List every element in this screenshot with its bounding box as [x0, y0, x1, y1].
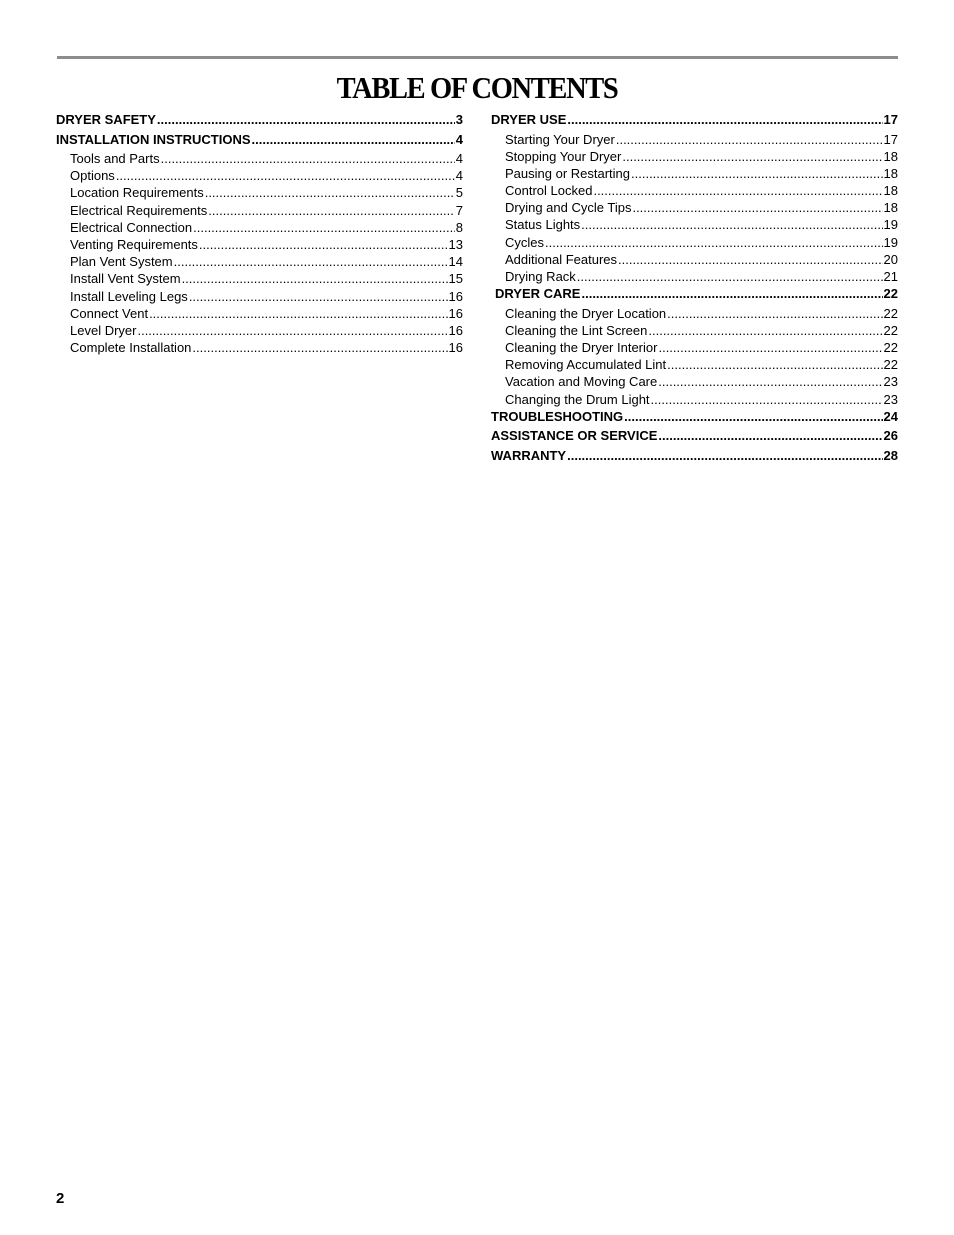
toc-entry-page-number: 22: [883, 305, 898, 321]
page-title: TABLE OF CONTENTS: [336, 70, 618, 105]
toc-entry-page-number: 16: [448, 340, 463, 356]
toc-entry-page-number: 18: [883, 165, 898, 181]
toc-dot-leader: [161, 150, 455, 167]
toc-entry-label: Cleaning the Dryer Location: [505, 305, 667, 321]
toc-entry-page-number: 24: [883, 408, 898, 424]
toc-dot-leader: [581, 216, 882, 233]
toc-entry-label: WARRANTY: [491, 447, 567, 463]
toc-dot-leader: [545, 234, 883, 251]
toc-entry-label: DRYER SAFETY: [56, 112, 156, 127]
toc-dot-leader: [631, 165, 883, 182]
toc-subsection-entry[interactable]: [56, 219, 463, 236]
toc-subsection-entry[interactable]: [491, 339, 898, 356]
page-number: 2: [56, 1190, 65, 1207]
toc-entry-page-number: 18: [883, 183, 898, 199]
toc-dot-leader: [208, 202, 454, 219]
toc-entry-label: Stopping Your Dryer: [505, 148, 622, 164]
toc-entry-label: Complete Installation: [70, 340, 192, 356]
toc-section-entry[interactable]: [56, 111, 463, 131]
toc-entry-page-number: 19: [883, 217, 898, 233]
toc-left-column: [56, 111, 463, 356]
toc-entry-page-number: 15: [448, 271, 463, 287]
toc-dot-leader: [667, 305, 882, 322]
toc-subsection-entry[interactable]: [491, 234, 898, 251]
toc-entry-label: Install Leveling Legs: [70, 288, 188, 304]
toc-dot-leader: [577, 268, 883, 285]
toc-entry-page-number: 21: [883, 269, 898, 284]
toc-entry-label: Control Locked: [505, 183, 593, 199]
toc-subsection-entry[interactable]: [56, 305, 463, 322]
toc-subsection-entry[interactable]: [56, 322, 463, 339]
toc-dot-leader: [658, 427, 882, 444]
toc-entry-label: Location Requirements: [70, 185, 204, 201]
toc-entry-page-number: 22: [883, 357, 898, 373]
toc-entry-page-number: 16: [448, 305, 463, 321]
toc-entry-page-number: 16: [448, 288, 463, 304]
toc-entry-page-number: 18: [883, 200, 898, 216]
toc-dot-leader: [205, 184, 455, 201]
toc-entry-label: Tools and Parts: [70, 151, 160, 166]
toc-subsection-entry[interactable]: [56, 339, 463, 356]
toc-subsection-entry[interactable]: [56, 150, 463, 167]
toc-subsection-entry[interactable]: [56, 202, 463, 219]
toc-dot-leader: [116, 167, 455, 184]
toc-entry-label: Pausing or Restarting: [505, 165, 631, 181]
toc-entry-page-number: 22: [883, 340, 898, 356]
toc-section-entry[interactable]: [491, 427, 898, 447]
toc-entry-page-number: 4: [455, 151, 463, 166]
toc-subsection-entry[interactable]: [491, 356, 898, 373]
toc-entry-label: Cleaning the Lint Screen: [505, 322, 648, 338]
toc-dot-leader: [189, 288, 448, 305]
toc-subsection-entry[interactable]: [491, 165, 898, 182]
toc-entry-label: DRYER CARE: [495, 286, 581, 302]
toc-dot-leader: [157, 111, 455, 128]
toc-entry-page-number: 23: [883, 374, 898, 390]
toc-subsection-entry[interactable]: [491, 216, 898, 233]
toc-subsection-entry[interactable]: [56, 236, 463, 253]
toc-entry-page-number: 22: [883, 286, 898, 302]
toc-dot-leader: [174, 253, 448, 270]
toc-entry-label: Install Vent System: [70, 271, 181, 287]
toc-entry-page-number: 18: [883, 148, 898, 164]
toc-dot-leader: [192, 339, 447, 356]
toc-subsection-entry[interactable]: [56, 270, 463, 287]
toc-dot-leader: [593, 182, 882, 199]
toc-dot-leader: [618, 251, 883, 268]
toc-entry-label: Options: [70, 168, 115, 184]
toc-subsection-entry[interactable]: [56, 288, 463, 305]
toc-entry-page-number: 22: [883, 322, 898, 338]
toc-entry-page-number: 20: [883, 251, 898, 267]
toc-entry-page-number: 26: [883, 428, 898, 444]
toc-dot-leader: [616, 131, 883, 148]
toc-entry-label: ASSISTANCE OR SERVICE: [491, 428, 658, 444]
toc-entry-page-number: 4: [455, 168, 463, 184]
toc-subsection-entry[interactable]: [491, 199, 898, 216]
toc-entry-page-number: 16: [448, 322, 463, 338]
toc-entry-label: Additional Features: [505, 251, 618, 267]
toc-entry-label: Venting Requirements: [70, 236, 198, 252]
toc-dot-leader: [622, 148, 882, 165]
toc-dot-leader: [252, 131, 455, 148]
toc-entry-label: Electrical Requirements: [70, 202, 208, 218]
toc-dot-leader: [199, 236, 448, 253]
toc-subsection-entry[interactable]: [491, 391, 898, 408]
toc-entry-label: TROUBLESHOOTING: [491, 408, 624, 424]
toc-dot-leader: [193, 219, 455, 236]
toc-entry-label: Status Lights: [505, 217, 581, 233]
toc-subsection-entry[interactable]: [491, 131, 898, 148]
toc-entry-page-number: 23: [883, 391, 898, 407]
toc-entry-label: Cycles: [505, 234, 545, 250]
toc-entry-page-number: 17: [883, 112, 898, 127]
toc-subsection-entry[interactable]: [491, 268, 898, 285]
toc-dot-leader: [658, 373, 882, 390]
toc-entry-page-number: 19: [883, 234, 898, 250]
toc-entry-label: Changing the Drum Light: [505, 391, 650, 407]
toc-right-column: [491, 111, 898, 466]
toc-subsection-entry[interactable]: [491, 322, 898, 339]
toc-entry-label: Connect Vent: [70, 305, 149, 321]
toc-section-entry[interactable]: [491, 408, 898, 428]
toc-entry-page-number: 4: [455, 131, 463, 147]
toc-subsection-entry[interactable]: [56, 184, 463, 201]
toc-dot-leader: [567, 111, 882, 128]
toc-entry-label: DRYER USE: [491, 112, 567, 127]
toc-entry-label: Level Dryer: [70, 322, 137, 338]
toc-dot-leader: [182, 270, 448, 287]
toc-entry-page-number: 3: [455, 112, 463, 127]
toc-subsection-entry[interactable]: [491, 305, 898, 322]
toc-subsection-entry[interactable]: [491, 182, 898, 199]
toc-subsection-entry[interactable]: [56, 167, 463, 184]
toc-section-entry[interactable]: [491, 285, 898, 305]
top-rule: [57, 56, 898, 59]
toc-dot-leader: [667, 356, 882, 373]
toc-dot-leader: [658, 339, 882, 356]
toc-entry-label: Drying Rack: [505, 269, 576, 284]
toc-entry-page-number: 5: [455, 185, 463, 201]
toc-subsection-entry[interactable]: [491, 148, 898, 165]
toc-entry-label: Cleaning the Dryer Interior: [505, 340, 658, 356]
toc-entry-page-number: 28: [883, 447, 898, 463]
toc-entry-page-number: 7: [455, 202, 463, 218]
toc-subsection-entry[interactable]: [491, 373, 898, 390]
toc-entry-page-number: 13: [448, 236, 463, 252]
toc-section-entry[interactable]: [491, 111, 898, 131]
toc-entry-label: Plan Vent System: [70, 254, 173, 270]
toc-section-entry[interactable]: [491, 447, 898, 467]
toc-entry-page-number: 17: [883, 131, 898, 147]
toc-entry-label: Drying and Cycle Tips: [505, 200, 632, 216]
toc-dot-leader: [648, 322, 882, 339]
toc-dot-leader: [632, 199, 882, 216]
toc-dot-leader: [149, 305, 447, 322]
toc-entry-label: Vacation and Moving Care: [505, 374, 658, 390]
toc-dot-leader: [624, 408, 882, 425]
toc-entry-label: Electrical Connection: [70, 219, 193, 235]
toc-entry-page-number: 8: [455, 219, 463, 235]
toc-section-entry[interactable]: [56, 131, 463, 151]
toc-entry-page-number: 14: [448, 254, 463, 270]
toc-dot-leader: [567, 447, 882, 464]
toc-dot-leader: [581, 285, 882, 302]
toc-entry-label: Starting Your Dryer: [505, 131, 615, 147]
toc-dot-leader: [137, 322, 447, 339]
toc-subsection-entry[interactable]: [56, 253, 463, 270]
toc-entry-label: Removing Accumulated Lint: [505, 357, 667, 373]
toc-subsection-entry[interactable]: [491, 251, 898, 268]
toc-entry-label: INSTALLATION INSTRUCTIONS: [56, 131, 251, 147]
toc-dot-leader: [651, 391, 883, 408]
